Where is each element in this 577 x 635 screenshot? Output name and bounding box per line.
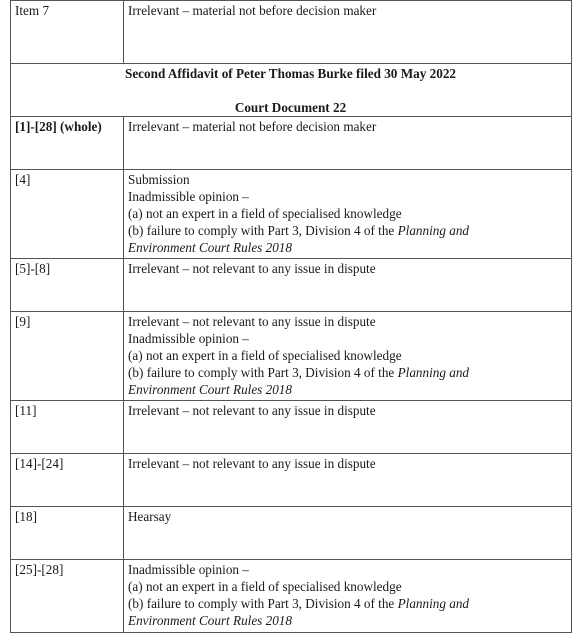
table-row bbox=[11, 117, 572, 170]
objection-line: (a) not an expert in a field of specialised knowledge bbox=[128, 348, 402, 363]
objection-cell bbox=[124, 312, 572, 401]
rules-title-part: Environment Court Rules 2018 bbox=[128, 613, 292, 628]
table-row bbox=[11, 170, 572, 259]
table-row bbox=[11, 259, 572, 312]
objection-cell bbox=[124, 507, 572, 560]
objections-table bbox=[10, 0, 572, 633]
rules-title-part: Planning and bbox=[397, 365, 470, 380]
table-row bbox=[11, 560, 572, 633]
paragraph-cell: [14]-[24] bbox=[11, 454, 124, 507]
paragraph-cell: [11] bbox=[11, 401, 124, 454]
objection-line: Hearsay bbox=[128, 509, 172, 524]
paragraph-cell: [25]-[28] bbox=[11, 560, 124, 633]
objection-line: (a) not an expert in a field of specialised knowledge bbox=[128, 579, 402, 594]
objection-line bbox=[128, 364, 566, 381]
objection-cell bbox=[124, 170, 572, 259]
objection-cell bbox=[124, 117, 572, 170]
objection-line: Inadmissible opinion – bbox=[128, 189, 249, 204]
objection-text: (b) failure to comply with Part 3, Division 4 of the bbox=[128, 596, 398, 611]
objection-cell bbox=[124, 454, 572, 507]
objection-cell bbox=[124, 401, 572, 454]
objection-cell bbox=[124, 259, 572, 312]
rules-title-part: Environment Court Rules 2018 bbox=[128, 382, 292, 397]
section-header-row bbox=[11, 64, 572, 117]
objection-text: (b) failure to comply with Part 3, Division 4 of the bbox=[128, 365, 398, 380]
objection-line: Irrelevant – not relevant to any issue in dispute bbox=[128, 456, 376, 471]
objection-line: Irrelevant – not relevant to any issue in dispute bbox=[128, 403, 376, 418]
objection-line: Inadmissible opinion – bbox=[128, 562, 249, 577]
objection-cell bbox=[124, 560, 572, 633]
objection-line: Irrelevant – not relevant to any issue in dispute bbox=[128, 314, 376, 329]
section-header bbox=[11, 64, 572, 117]
affidavit-title: Second Affidavit of Peter Thomas Burke filed 30 May 2022 bbox=[124, 66, 457, 81]
table-row bbox=[11, 312, 572, 401]
rules-title-part: Planning and bbox=[397, 223, 470, 238]
objection-line: Submission bbox=[128, 172, 190, 187]
objection-line: Irrelevant – not relevant to any issue in dispute bbox=[128, 261, 376, 276]
table-row bbox=[11, 401, 572, 454]
table-row bbox=[11, 454, 572, 507]
paragraph-cell: [1]-[28] (whole) bbox=[11, 117, 124, 170]
rules-title-part: Planning and bbox=[397, 596, 470, 611]
paragraph-cell: [18] bbox=[11, 507, 124, 560]
objection-line: (a) not an expert in a field of specialised knowledge bbox=[128, 206, 402, 221]
table-row bbox=[11, 1, 572, 64]
objection-line bbox=[128, 595, 566, 612]
paragraph-cell: [5]-[8] bbox=[11, 259, 124, 312]
objection-cell: Irrelevant – material not before decision maker bbox=[124, 1, 572, 64]
paragraph-cell: [9] bbox=[11, 312, 124, 401]
rules-title-part: Environment Court Rules 2018 bbox=[128, 240, 292, 255]
paragraph-cell: Item 7 bbox=[11, 1, 124, 64]
paragraph-cell: [4] bbox=[11, 170, 124, 259]
objection-line: Irrelevant – material not before decision maker bbox=[128, 119, 377, 134]
objection-text: (b) failure to comply with Part 3, Division 4 of the bbox=[128, 223, 398, 238]
table-row bbox=[11, 507, 572, 560]
objection-line: Inadmissible opinion – bbox=[128, 331, 249, 346]
court-document-label: Court Document 22 bbox=[234, 100, 347, 115]
objection-line bbox=[128, 222, 566, 239]
